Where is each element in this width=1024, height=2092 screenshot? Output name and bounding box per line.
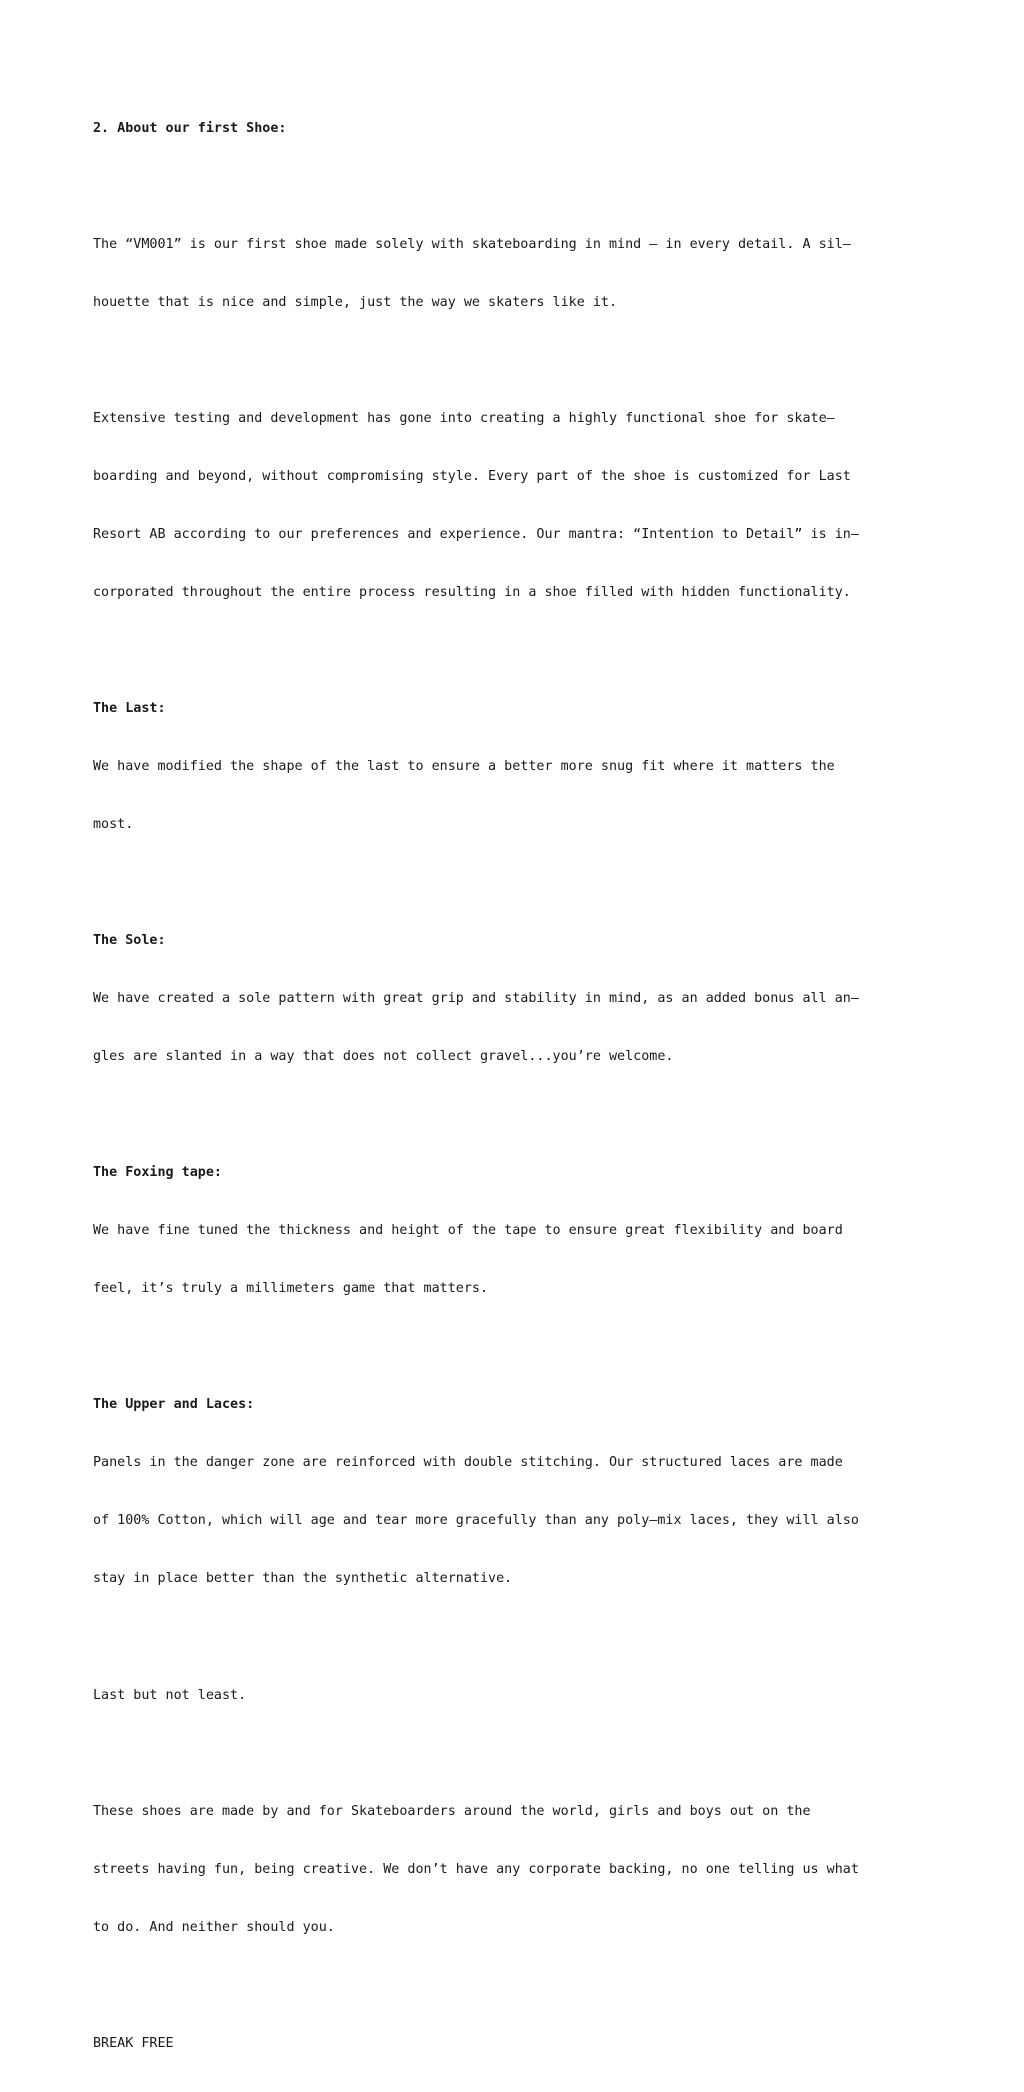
testing-line: Extensive testing and development has gone into creating a highly functional shoe for skate– [93,410,835,426]
spacer [93,351,938,370]
testing-paragraph [93,370,938,641]
spacer [93,873,938,892]
sole-heading: The Sole: [93,933,166,949]
document-page [93,80,938,2092]
sole-section [93,892,938,1105]
sole-line: gles are slanted in a way that does not collect gravel...you’re welcome. [93,1049,674,1065]
upper-heading: The Upper and Laces: [93,1397,255,1413]
spacer [93,1744,938,1763]
last-line: We have modified the shape of the last to ensure a better more snug fit where it matters the [93,759,835,775]
foxing-line: We have fine tuned the thickness and height of the tape to ensure great flexibility and board [93,1223,843,1239]
closing-line: streets having fun, being creative. We don’t have any corporate backing, no one telling us what [93,1861,859,1877]
spacer [93,177,938,196]
spacer [93,1628,938,1647]
closing-paragraph [93,1763,938,1976]
spacer [93,1976,938,1995]
testing-line: Resort AB according to our preferences and experience. Our mantra: “Intention to Detail” is in– [93,526,859,542]
foxing-line: feel, it’s truly a millimeters game that matters. [93,1281,489,1297]
intro-paragraph [93,196,938,351]
foxing-heading: The Foxing tape: [93,1165,222,1181]
last-but-not-least: Last but not least. [93,1687,247,1703]
last-heading: The Last: [93,701,166,716]
upper-line: of 100% Cotton, which will age and tear more gracefully than any poly–mix laces, they will also [93,1513,859,1529]
break-free-line: BREAK FREE [93,2035,174,2051]
upper-section [93,1357,938,1628]
section-title: 2. About our first Shoe: [93,120,287,136]
intro-line: The “VM001” is our first shoe made solely with skateboarding in mind – in every detail. A sil– [93,236,851,252]
upper-line: stay in place better than the synthetic alternative. [93,1571,513,1587]
upper-line: Panels in the danger zone are reinforced with double stitching. Our structured laces are made [93,1455,843,1471]
closing-line: to do. And neither should you. [93,1919,335,1935]
sole-line: We have created a sole pattern with great grip and stability in mind, as an added bonus all an– [93,991,859,1007]
closing-line: These shoes are made by and for Skateboarders around the world, girls and boys out on the [93,1803,811,1819]
last-line: most. [93,817,134,833]
spacer [93,1105,938,1124]
testing-line: boarding and beyond, without compromising style. Every part of the shoe is customized for Last [93,468,851,484]
spacer [93,641,938,660]
testing-line: corporated throughout the entire process resulting in a shoe filled with hidden functionality. [93,584,851,600]
spacer [93,1337,938,1356]
last-section [93,660,938,873]
intro-line: houette that is nice and simple, just the way we skaters like it. [93,294,618,310]
foxing-section [93,1125,938,1338]
